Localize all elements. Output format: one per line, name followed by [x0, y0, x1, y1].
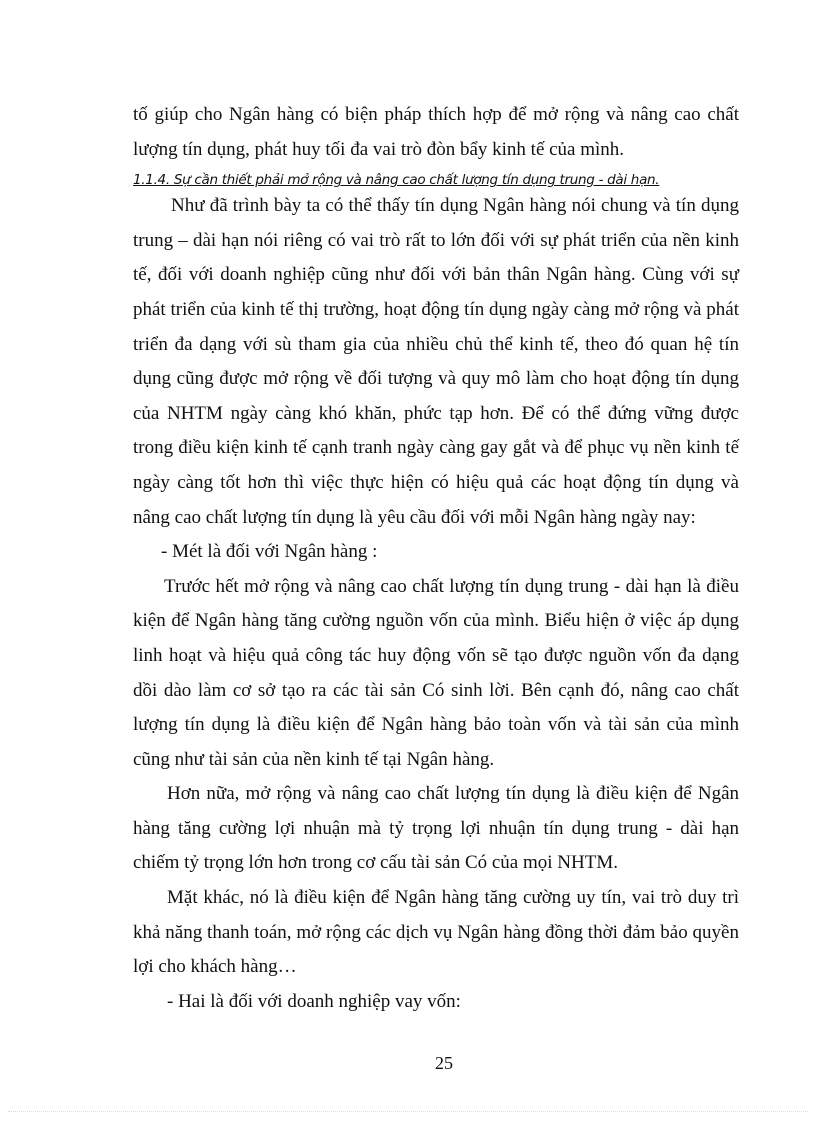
paragraph-continuation: tố giúp cho Ngân hàng có biện pháp thích hợp để mở rộng và nâng cao chất lượng tín dụng, phát huy tối đa vai trò đòn bẩy kinh tế của mình. [133, 104, 739, 160]
paragraph-profit: Hơn nữa, mở rộng và nâng cao chất lượng tín dụng là điều kiện để Ngân hàng tăng cường lợi nhuận mà tỷ trọng lợi nhuận tín dụng trung - dài hạn chiếm tỷ trọng lớn hơn trong cơ cấu tài sản Có của mọi NHTM. [133, 783, 739, 874]
page-bottom-divider [8, 1111, 808, 1112]
document-body [133, 98, 739, 1019]
paragraph-capital: Trước hết mở rộng và nâng cao chất lượng tín dụng trung - dài hạn là điều kiện để Ngân hàng tăng cường nguồn vốn của mình. Biểu hiện ở việc áp dụng linh hoạt và hiệu quả công tác huy động vốn sẽ tạo được nguồn vốn đa dạng dồi dào làm cơ sở tạo ra các tài sản Có sinh lời. Bên cạnh đó, nâng cao chất lượng tín dụng là điều kiện để Ngân hàng bảo toàn vốn và tài sản của mình cũng như tài sản của nền kinh tế tại Ngân hàng. [133, 575, 739, 770]
section-heading: 1.1.4. Sự cần thiết phải mở rộng và nâng cao chất lượng tín dụng trung - dài hạn. [133, 172, 660, 189]
list-item-bank: - Mét là đối với Ngân hàng : [161, 541, 378, 563]
list-item-enterprise: - Hai là đối với doanh nghiệp vay vốn: [167, 990, 461, 1012]
paragraph-intro: Như đã trình bày ta có thể thấy tín dụng Ngân hàng nói chung và tín dụng trung – dài hạn nói riêng có vai trò rất to lớn đối với sự phát triển của nền kinh tế, đối với doanh nghiệp cũng như đối với bản thân Ngân hàng. Cùng với sự phát triển của kinh tế thị trường, hoạt động tín dụng ngày càng mở rộng và phát triển đa dạng với sù tham gia của nhiều chủ thể kinh tế, theo đó quan hệ tín dụng cũng được mở rộng về đối tượng và quy mô làm cho hoạt động tín dụng của NHTM ngày càng khó khăn, phức tạp hơn. Để có thể đứng vững được trong điều kiện kinh tế cạnh tranh ngày càng gay gắt và để phục vụ nền kinh tế ngày càng tốt hơn thì việc thực hiện có hiệu quả các hoạt động tín dụng và nâng cao chất lượng tín dụng là yêu cầu đối với mỗi Ngân hàng ngày nay: [133, 195, 739, 528]
page-number: 25 [435, 1053, 453, 1073]
paragraph-reputation: Mặt khác, nó là điều kiện để Ngân hàng tăng cường uy tín, vai trò duy trì khả năng thanh toán, mở rộng các dịch vụ Ngân hàng đồng thời đảm bảo quyền lợi cho khách hàng… [133, 887, 739, 978]
